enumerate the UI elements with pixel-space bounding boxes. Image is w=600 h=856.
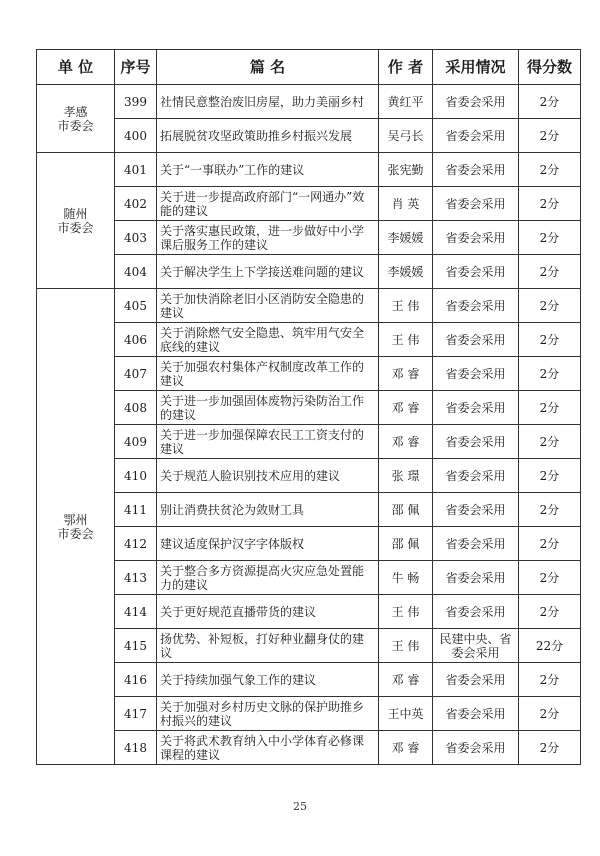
author-cell: 肖 英	[379, 187, 433, 221]
title-cell: 关于持续加强气象工作的建议	[157, 663, 379, 697]
table-body	[37, 85, 581, 765]
title-cell: 关于整合多方资源提高火灾应急处置能力的建议	[157, 561, 379, 595]
score-cell: 2分	[519, 731, 581, 765]
header-unit: 单 位	[37, 50, 115, 85]
adoption-cell: 省委会采用	[433, 425, 519, 459]
adoption-cell: 省委会采用	[433, 153, 519, 187]
adoption-cell: 省委会采用	[433, 289, 519, 323]
number-cell: 399	[115, 85, 157, 119]
title-cell: 关于更好规范直播带货的建议	[157, 595, 379, 629]
title-cell: 建议适度保护汉字字体版权	[157, 527, 379, 561]
header-row	[37, 50, 581, 85]
header-num: 序号	[115, 50, 157, 85]
table-row	[37, 187, 581, 221]
number-cell: 412	[115, 527, 157, 561]
number-cell: 413	[115, 561, 157, 595]
header-author: 作 者	[379, 50, 433, 85]
adoption-cell: 省委会采用	[433, 85, 519, 119]
adoption-cell: 省委会采用	[433, 323, 519, 357]
table-row	[37, 459, 581, 493]
score-cell: 2分	[519, 85, 581, 119]
table-row	[37, 153, 581, 187]
unit-cell: 孝感 市委会	[37, 85, 115, 153]
number-cell: 417	[115, 697, 157, 731]
score-cell: 2分	[519, 255, 581, 289]
title-cell: 关于加快消除老旧小区消防安全隐患的建议	[157, 289, 379, 323]
adoption-cell: 省委会采用	[433, 697, 519, 731]
score-cell: 2分	[519, 459, 581, 493]
title-cell: 拓展脱贫攻坚政策助推乡村振兴发展	[157, 119, 379, 153]
number-cell: 402	[115, 187, 157, 221]
author-cell: 王 伟	[379, 595, 433, 629]
table-row	[37, 595, 581, 629]
author-cell: 牛 畅	[379, 561, 433, 595]
author-cell: 王中英	[379, 697, 433, 731]
score-cell: 2分	[519, 323, 581, 357]
title-cell: 关于消除燃气安全隐患、筑牢用气安全底线的建议	[157, 323, 379, 357]
adoption-cell: 省委会采用	[433, 255, 519, 289]
number-cell: 401	[115, 153, 157, 187]
header-title: 篇 名	[157, 50, 379, 85]
header-score: 得分数	[519, 50, 581, 85]
author-cell: 邓 睿	[379, 731, 433, 765]
number-cell: 406	[115, 323, 157, 357]
score-cell: 2分	[519, 289, 581, 323]
adoption-cell: 省委会采用	[433, 119, 519, 153]
page-number: 25	[293, 800, 307, 813]
number-cell: 405	[115, 289, 157, 323]
table-row	[37, 663, 581, 697]
title-cell: 关于解决学生上下学接送难问题的建议	[157, 255, 379, 289]
number-cell: 400	[115, 119, 157, 153]
table-row	[37, 527, 581, 561]
table-row	[37, 391, 581, 425]
score-cell: 2分	[519, 663, 581, 697]
score-cell: 2分	[519, 357, 581, 391]
score-cell: 2分	[519, 391, 581, 425]
author-cell: 邓 睿	[379, 425, 433, 459]
title-cell: 关于“一事联办”工作的建议	[157, 153, 379, 187]
title-cell: 关于进一步加强保障农民工工资支付的建议	[157, 425, 379, 459]
table-row	[37, 119, 581, 153]
number-cell: 414	[115, 595, 157, 629]
table-row	[37, 255, 581, 289]
table-row	[37, 493, 581, 527]
adoption-cell: 省委会采用	[433, 595, 519, 629]
adoption-cell: 省委会采用	[433, 561, 519, 595]
adoption-cell: 省委会采用	[433, 527, 519, 561]
table-row	[37, 731, 581, 765]
score-cell: 2分	[519, 425, 581, 459]
score-cell: 2分	[519, 595, 581, 629]
score-cell: 2分	[519, 153, 581, 187]
number-cell: 408	[115, 391, 157, 425]
number-cell: 411	[115, 493, 157, 527]
adoption-cell: 省委会采用	[433, 731, 519, 765]
table-row	[37, 289, 581, 323]
adoption-cell: 省委会采用	[433, 459, 519, 493]
score-cell: 2分	[519, 119, 581, 153]
table-row	[37, 85, 581, 119]
title-cell: 关于进一步提高政府部门“一网通办”效能的建议	[157, 187, 379, 221]
title-cell: 扬优势、补短板，打好种业翻身仗的建议	[157, 629, 379, 663]
table-row	[37, 425, 581, 459]
adoption-cell: 省委会采用	[433, 493, 519, 527]
adoption-cell: 省委会采用	[433, 357, 519, 391]
table-row	[37, 629, 581, 663]
author-cell: 邵 佩	[379, 493, 433, 527]
score-cell: 2分	[519, 561, 581, 595]
author-cell: 张宪勤	[379, 153, 433, 187]
author-cell: 张 璟	[379, 459, 433, 493]
adoption-cell: 民建中央、省委会采用	[433, 629, 519, 663]
adoption-cell: 省委会采用	[433, 391, 519, 425]
author-cell: 王 伟	[379, 323, 433, 357]
adoption-cell: 省委会采用	[433, 221, 519, 255]
number-cell: 418	[115, 731, 157, 765]
title-cell: 关于规范人脸识别技术应用的建议	[157, 459, 379, 493]
title-cell: 别让消费扶贫沦为敛财工具	[157, 493, 379, 527]
number-cell: 415	[115, 629, 157, 663]
author-cell: 邵 佩	[379, 527, 433, 561]
score-cell: 2分	[519, 187, 581, 221]
number-cell: 407	[115, 357, 157, 391]
number-cell: 404	[115, 255, 157, 289]
title-cell: 社情民意整治废旧房屋，助力美丽乡村	[157, 85, 379, 119]
author-cell: 王 伟	[379, 289, 433, 323]
number-cell: 410	[115, 459, 157, 493]
score-cell: 2分	[519, 697, 581, 731]
score-cell: 2分	[519, 493, 581, 527]
author-cell: 王 伟	[379, 629, 433, 663]
table-row	[37, 697, 581, 731]
title-cell: 关于加强对乡村历史文脉的保护助推乡村振兴的建议	[157, 697, 379, 731]
number-cell: 403	[115, 221, 157, 255]
author-cell: 邓 睿	[379, 663, 433, 697]
title-cell: 关于将武术教育纳入中小学体育必修课课程的建议	[157, 731, 379, 765]
table-row	[37, 561, 581, 595]
unit-cell: 随州 市委会	[37, 153, 115, 289]
number-cell: 409	[115, 425, 157, 459]
author-cell: 邓 睿	[379, 357, 433, 391]
title-cell: 关于加强农村集体产权制度改革工作的建议	[157, 357, 379, 391]
title-cell: 关于进一步加强固体废物污染防治工作的建议	[157, 391, 379, 425]
table-row	[37, 323, 581, 357]
author-cell: 吴弓长	[379, 119, 433, 153]
table-row	[37, 357, 581, 391]
adoption-cell: 省委会采用	[433, 187, 519, 221]
table-row	[37, 221, 581, 255]
unit-cell: 鄂州 市委会	[37, 289, 115, 765]
author-cell: 黄红平	[379, 85, 433, 119]
title-cell: 关于落实惠民政策，进一步做好中小学课后服务工作的建议	[157, 221, 379, 255]
author-cell: 李媛媛	[379, 221, 433, 255]
header-adoption: 采用情况	[433, 50, 519, 85]
number-cell: 416	[115, 663, 157, 697]
adoption-cell: 省委会采用	[433, 663, 519, 697]
score-cell: 2分	[519, 527, 581, 561]
author-cell: 邓 睿	[379, 391, 433, 425]
submissions-table	[36, 49, 581, 765]
author-cell: 李媛媛	[379, 255, 433, 289]
score-cell: 2分	[519, 221, 581, 255]
score-cell: 22分	[519, 629, 581, 663]
